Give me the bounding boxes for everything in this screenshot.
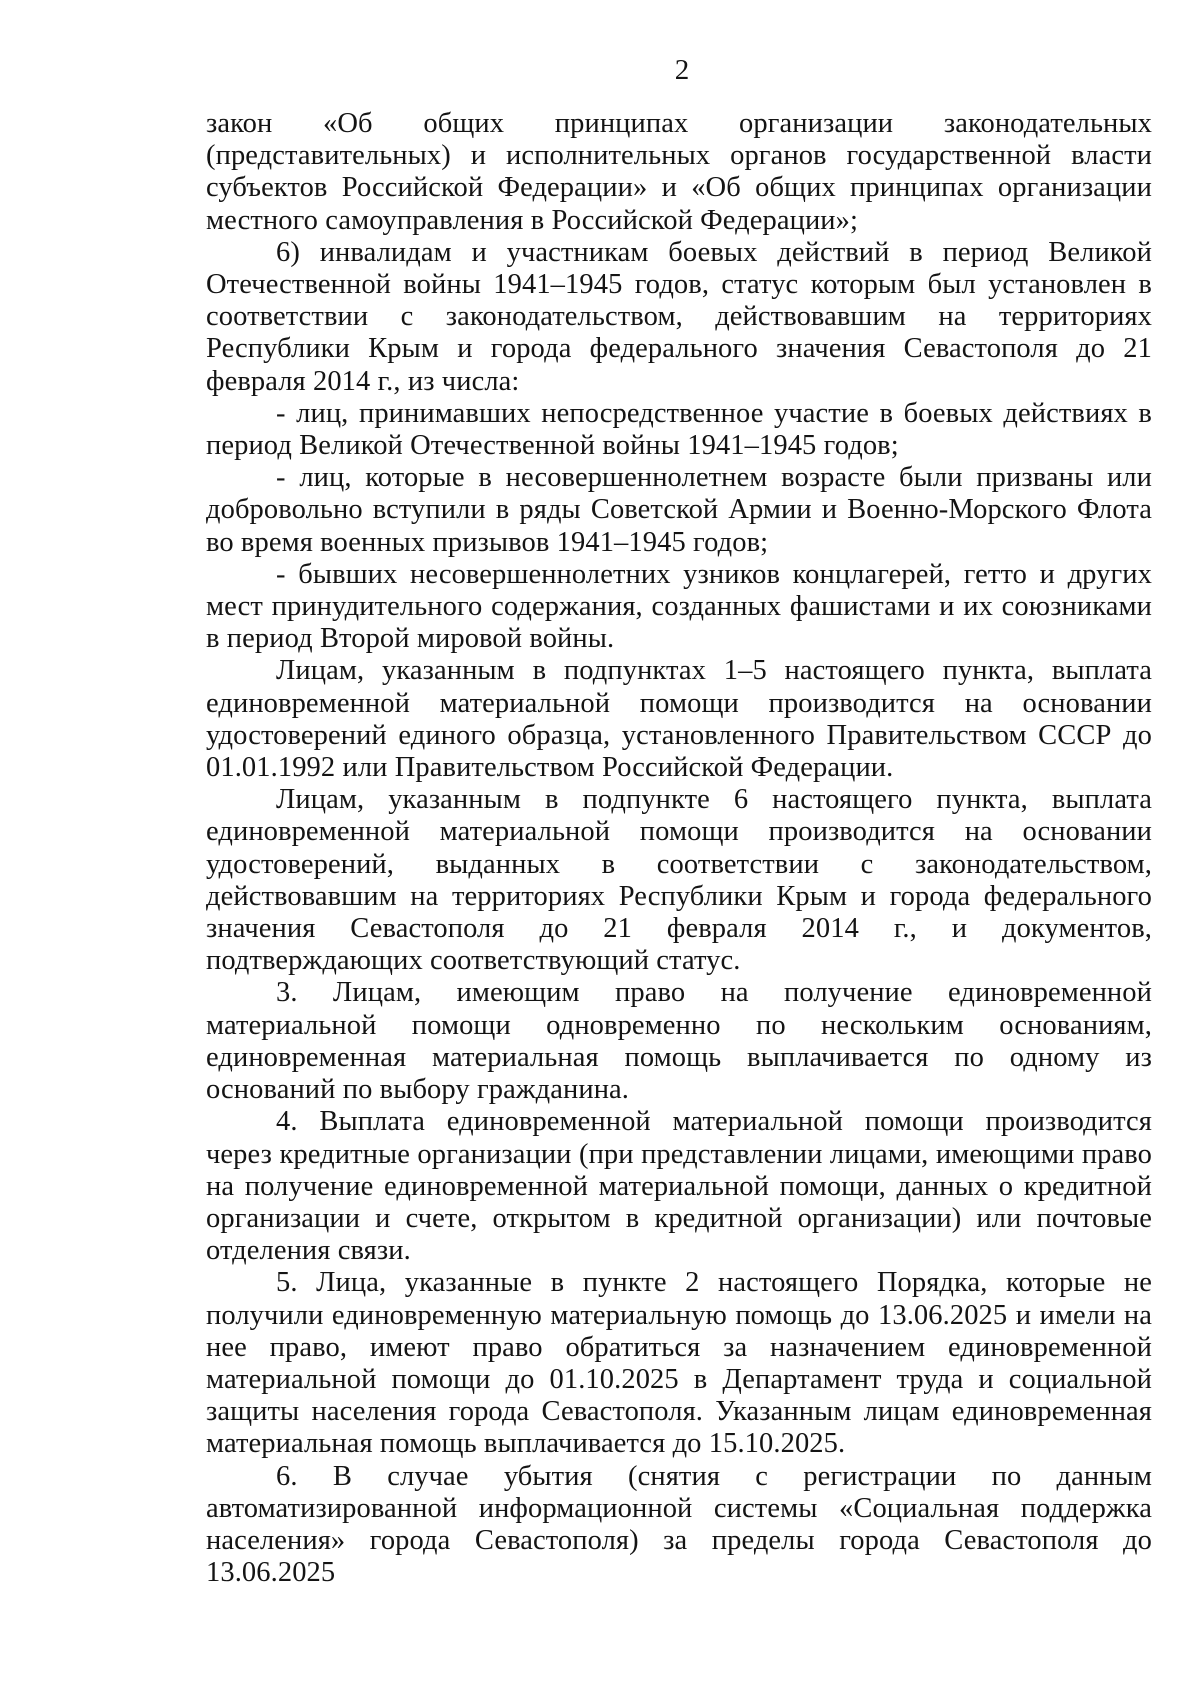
paragraph-dash-former-prisoners: - бывших несовершеннолетних узников концлагерей, гетто и других мест принудительного содержания, созданных фашистами и их союзниками в период Второй мировой войны. bbox=[206, 558, 1152, 655]
paragraph-law-continuation: закон «Об общих принципах организации законодательных (представительных) и исполнительных органов государственной власти субъектов Российской Федерации» и «Об общих принципах организации местного самоуправления в Российской Федерации»; bbox=[206, 108, 1152, 236]
document-body bbox=[206, 108, 1152, 1589]
paragraph-section-5: 5. Лица, указанные в пункте 2 настоящего Порядка, которые не получили единовременную материальную помощь до 13.06.2025 и имели на нее право, имеют право обратиться за назначением единовременной материальной помощи до 01.10.2025 в Департамент труда и социальной защиты населения города Севастополя. Указанным лицам единовременная материальная помощь выплачивается до 15.10.2025. bbox=[206, 1267, 1152, 1460]
paragraph-dash-participants: - лиц, принимавших непосредственное участие в боевых действиях в период Великой Отечественной войны 1941–1945 годов; bbox=[206, 397, 1152, 462]
paragraph-dash-minors-drafted: - лиц, которые в несовершеннолетнем возрасте были призваны или добровольно вступили в ряды Советской Армии и Военно-Морского Флота во время военных призывов 1941–1945 годов; bbox=[206, 462, 1152, 558]
page-number: 2 bbox=[674, 54, 690, 86]
paragraph-subitem-6-payment: Лицам, указанным в подпункте 6 настоящего пункта, выплата единовременной материальной помощи производится на основании удостоверений, выданных в соответствии с законодательством, действовавшим на территориях Республики Крым и города федерального значения Севастополя до 21 февраля 2014 г., и документов, подтверждающих соответствующий статус. bbox=[206, 784, 1152, 977]
paragraph-subitems-1-5-payment: Лицам, указанным в подпунктах 1–5 настоящего пункта, выплата единовременной материальной помощи производится на основании удостоверений единого образца, установленного Правительством СССР до 01.01.1992 или Правительством Российской Федерации. bbox=[206, 655, 1152, 784]
paragraph-section-3: 3. Лицам, имеющим право на получение единовременной материальной помощи одновременно по нескольким основаниям, единовременная материальная помощь выплачивается по одному из оснований по выбору гражданина. bbox=[206, 977, 1152, 1106]
paragraph-section-6: 6. В случае убытия (снятия с регистрации по данным автоматизированной информационной системы «Социальная поддержка населения» города Севастополя) за пределы города Севастополя до 13.06.2025 bbox=[206, 1460, 1152, 1589]
paragraph-section-4: 4. Выплата единовременной материальной помощи производится через кредитные организации (при представлении лицами, имеющими право на получение единовременной материальной помощи, данных о кредитной организации и счете, открытом в кредитной организации) или почтовые отделения связи. bbox=[206, 1106, 1152, 1267]
paragraph-item-6: 6) инвалидам и участникам боевых действий в период Великой Отечественной войны 1941–1945 годов, статус которым был установлен в соответствии с законодательством, действовавшим на территориях Республики Крым и города федерального значения Севастополя до 21 февраля 2014 г., из числа: bbox=[206, 236, 1152, 397]
